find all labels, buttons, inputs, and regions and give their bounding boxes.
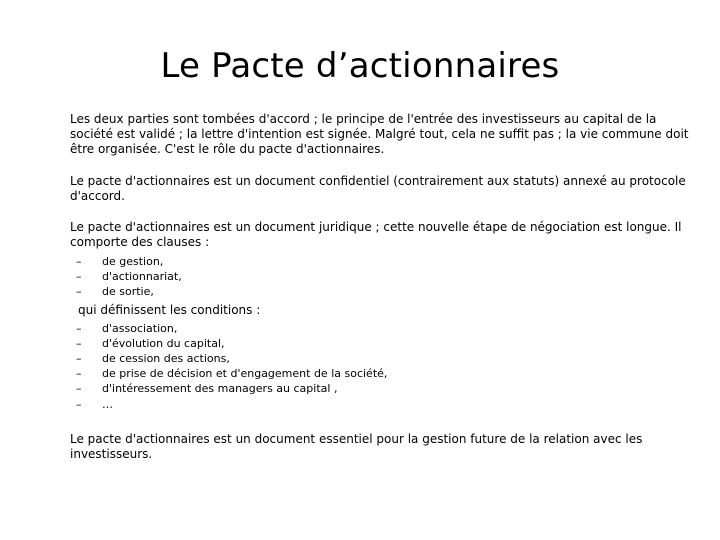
dash-marker: – xyxy=(76,352,82,366)
conditions-list xyxy=(70,321,695,412)
dash-marker: – xyxy=(76,367,82,381)
condition-text: de cession des actions, xyxy=(102,352,230,366)
clauses-list xyxy=(70,254,695,300)
condition-text: … xyxy=(102,397,113,411)
dash-marker: – xyxy=(76,336,82,350)
dash-marker: – xyxy=(76,397,82,411)
list-item xyxy=(76,284,695,299)
paragraph-intro: Les deux parties sont tombées d'accord ; le principe de l'entrée des investisseurs au capital de la société est validé ; la lettre d'intention est signée. Malgré tout, cela ne suffit pas ; la vie commune doit être organisée. C'est le rôle du pacte d'actionnaires. xyxy=(70,112,689,156)
dash-marker: – xyxy=(76,270,82,284)
paragraph-confidential: Le pacte d'actionnaires est un document confidentiel (contrairement aux statuts) annexé au protocole d'accord. xyxy=(70,174,686,203)
list-item xyxy=(76,397,695,412)
list-item xyxy=(76,321,695,336)
list-item xyxy=(76,366,695,381)
paragraph-legal: Le pacte d'actionnaires est un document juridique ; cette nouvelle étape de négociation est longue. Il comporte des clauses : xyxy=(70,220,682,249)
list-item xyxy=(76,381,695,396)
condition-text: d'association, xyxy=(102,321,178,335)
slide-body xyxy=(70,112,695,462)
dash-marker: – xyxy=(76,321,82,335)
clause-text: d'actionnariat, xyxy=(102,270,182,284)
clause-text: de sortie, xyxy=(102,285,154,299)
dash-marker: – xyxy=(76,382,82,396)
condition-text: d'évolution du capital, xyxy=(102,336,225,350)
dash-marker: – xyxy=(76,255,82,268)
dash-marker: – xyxy=(76,285,82,299)
list-item xyxy=(76,351,695,366)
clause-text: de gestion, xyxy=(102,255,164,268)
list-item xyxy=(76,269,695,284)
condition-text: d'intéressement des managers au capital , xyxy=(102,382,338,396)
list-item xyxy=(76,336,695,351)
conditions-intro: qui définissent les conditions : xyxy=(78,302,261,317)
list-item xyxy=(76,254,695,269)
condition-text: de prise de décision et d'engagement de la société, xyxy=(102,367,388,381)
paragraph-conclusion: Le pacte d'actionnaires est un document essentiel pour la gestion future de la relation avec les investisseurs. xyxy=(70,431,643,461)
slide-title: Le Pacte d’actionnaires xyxy=(160,46,560,86)
